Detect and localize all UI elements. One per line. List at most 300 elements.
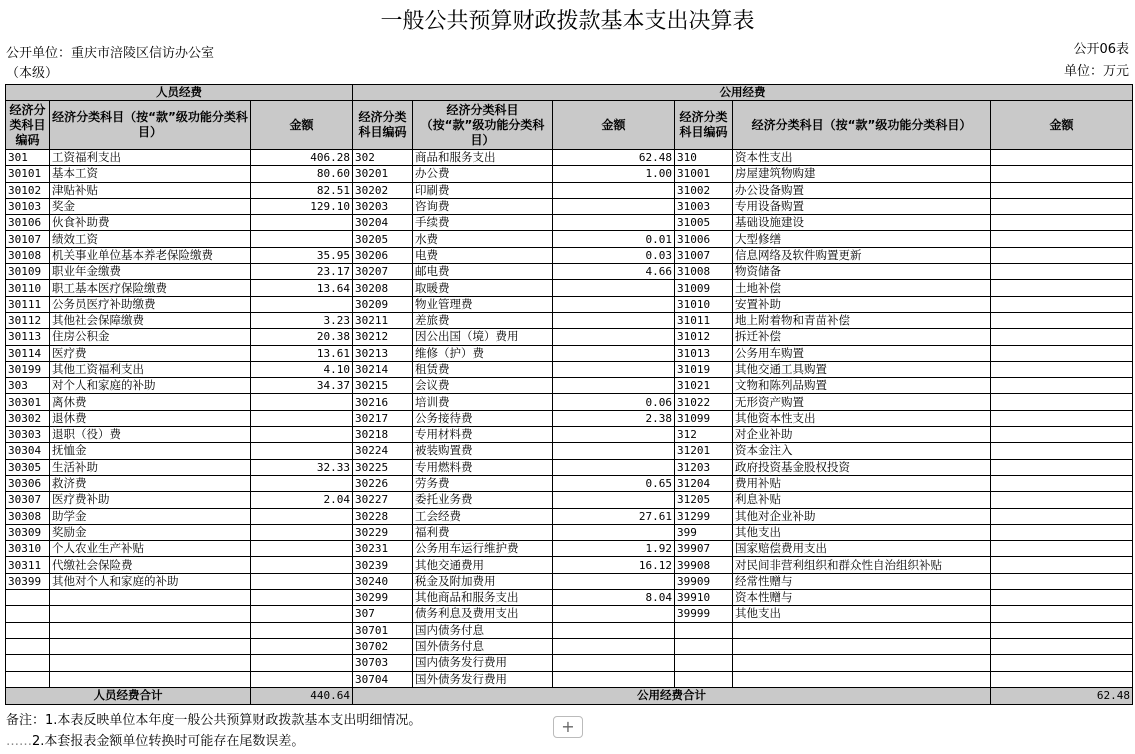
capital-code-cell: 39909 [675,573,733,589]
personnel-code-cell: 30302 [6,410,50,426]
public-code-cell: 30227 [353,492,413,508]
personnel-total-value: 440.64 [251,687,353,704]
public-code-cell: 30211 [353,312,413,328]
public-name-cell: 物业管理费 [413,296,553,312]
public-code-cell: 30239 [353,557,413,573]
personnel-amount-cell: 13.64 [251,280,353,296]
public-amount-cell [553,182,675,198]
public-code-cell: 30204 [353,215,413,231]
capital-code-cell: 39999 [675,606,733,622]
capital-amount-cell [991,638,1133,654]
public-name-cell: 国外债务发行费用 [413,671,553,687]
capital-code-cell: 399 [675,524,733,540]
personnel-code-cell: 30103 [6,198,50,214]
public-name-cell: 因公出国（境）费用 [413,329,553,345]
table-row [6,410,1133,426]
capital-amount-cell [991,264,1133,280]
public-code-cell: 30224 [353,443,413,459]
public-code-cell: 30216 [353,394,413,410]
capital-amount-cell [991,247,1133,263]
table-row [6,264,1133,280]
capital-amount-cell [991,182,1133,198]
public-code-cell: 307 [353,606,413,622]
public-code-cell: 30203 [353,198,413,214]
personnel-amount-cell [251,410,353,426]
public-amount-cell [553,296,675,312]
public-name-cell: 邮电费 [413,264,553,280]
public-name-cell: 会议费 [413,378,553,394]
personnel-code-cell: 30101 [6,166,50,182]
public-amount-cell [553,361,675,377]
table-row [6,231,1133,247]
personnel-amount-cell [251,622,353,638]
capital-name-cell [733,655,991,671]
capital-code-cell: 31022 [675,394,733,410]
table-row [6,671,1133,687]
public-code-cell: 30206 [353,247,413,263]
table-row [6,541,1133,557]
personnel-name-cell: 奖金 [50,198,251,214]
personnel-name-cell: 机关事业单位基本养老保险缴费 [50,247,251,263]
capital-amount-cell [991,655,1133,671]
table-row [6,182,1133,198]
capital-amount-cell [991,622,1133,638]
capital-name-cell: 资本性赠与 [733,590,991,606]
personnel-code-cell: 30308 [6,508,50,524]
capital-amount-cell [991,312,1133,328]
capital-name-cell: 物资储备 [733,264,991,280]
public-name-cell: 咨询费 [413,198,553,214]
public-name-cell: 债务利息及费用支出 [413,606,553,622]
public-amount-cell: 0.06 [553,394,675,410]
capital-code-cell: 31006 [675,231,733,247]
page-title: 一般公共预算财政拨款基本支出决算表 [380,9,755,34]
capital-amount-cell [991,280,1133,296]
personnel-name-cell [50,622,251,638]
public-name-cell: 水费 [413,231,553,247]
capital-code-cell [675,671,733,687]
personnel-code-cell [6,638,50,654]
public-name-cell: 取暖费 [413,280,553,296]
capital-amount-cell [991,329,1133,345]
public-amount-cell: 2.38 [553,410,675,426]
capital-amount-cell [991,443,1133,459]
table-row [6,427,1133,443]
capital-code-cell: 31009 [675,280,733,296]
personnel-name-cell: 津贴补贴 [50,182,251,198]
personnel-amount-cell: 20.38 [251,329,353,345]
personnel-code-cell: 30305 [6,459,50,475]
personnel-code-cell: 30102 [6,182,50,198]
personnel-code-cell [6,606,50,622]
personnel-code-cell: 30309 [6,524,50,540]
personnel-amount-cell: 80.60 [251,166,353,182]
personnel-amount-cell [251,557,353,573]
public-name-cell: 培训费 [413,394,553,410]
public-code-cell: 30702 [353,638,413,654]
public-amount-cell: 16.12 [553,557,675,573]
personnel-name-cell: 对个人和家庭的补助 [50,378,251,394]
public-amount-cell: 62.48 [553,150,675,166]
personnel-amount-cell [251,427,353,443]
capital-amount-cell [991,198,1133,214]
public-code-cell: 30215 [353,378,413,394]
personnel-amount-cell: 34.37 [251,378,353,394]
header-amount: 金额 [251,101,353,150]
public-code-cell: 30225 [353,459,413,475]
personnel-name-cell: 抚恤金 [50,443,251,459]
capital-amount-cell [991,345,1133,361]
capital-code-cell: 310 [675,150,733,166]
personnel-amount-cell [251,394,353,410]
capital-code-cell: 39907 [675,541,733,557]
capital-amount-cell [991,492,1133,508]
table-row [6,475,1133,491]
capital-amount-cell [991,394,1133,410]
table-row [6,329,1133,345]
public-amount-cell: 1.92 [553,541,675,557]
table-row [6,215,1133,231]
personnel-code-cell: 30306 [6,475,50,491]
personnel-name-cell: 离休费 [50,394,251,410]
public-amount-cell [553,345,675,361]
personnel-amount-cell [251,638,353,654]
public-amount-cell: 27.61 [553,508,675,524]
personnel-amount-cell [251,231,353,247]
capital-amount-cell [991,590,1133,606]
capital-name-cell: 利息补贴 [733,492,991,508]
public-code-cell: 30218 [353,427,413,443]
personnel-name-cell: 退职（役）费 [50,427,251,443]
public-code-cell: 30208 [353,280,413,296]
public-amount-cell [553,215,675,231]
personnel-code-cell: 30399 [6,573,50,589]
personnel-code-cell [6,655,50,671]
personnel-name-cell [50,638,251,654]
capital-amount-cell [991,361,1133,377]
capital-name-cell [733,638,991,654]
table-row [6,606,1133,622]
table-row [6,296,1133,312]
personnel-name-cell: 伙食补助费 [50,215,251,231]
public-name-cell: 国内债务发行费用 [413,655,553,671]
personnel-amount-cell: 129.10 [251,198,353,214]
capital-name-cell: 地上附着物和青苗补偿 [733,312,991,328]
public-name-cell: 公务用车运行维护费 [413,541,553,557]
capital-amount-cell [991,475,1133,491]
public-name-cell: 税金及附加费用 [413,573,553,589]
capital-code-cell: 31002 [675,182,733,198]
public-total-value: 62.48 [991,687,1133,704]
table-row [6,361,1133,377]
capital-amount-cell [991,215,1133,231]
table-row [6,345,1133,361]
table-row [6,573,1133,589]
personnel-amount-cell [251,475,353,491]
capital-amount-cell [991,573,1133,589]
personnel-amount-cell [251,296,353,312]
note-line-2: ……2.本套报表金额单位转换时可能存在尾数误差。 [6,734,305,749]
public-name-cell: 其他商品和服务支出 [413,590,553,606]
public-amount-cell [553,198,675,214]
capital-name-cell: 土地补偿 [733,280,991,296]
public-name-cell: 委托业务费 [413,492,553,508]
public-amount-cell: 1.00 [553,166,675,182]
personnel-code-cell: 30110 [6,280,50,296]
public-code-cell: 30703 [353,655,413,671]
capital-name-cell: 资本性支出 [733,150,991,166]
personnel-name-cell: 其他对个人和家庭的补助 [50,573,251,589]
personnel-amount-cell: 32.33 [251,459,353,475]
personnel-name-cell: 代缴社会保险费 [50,557,251,573]
personnel-amount-cell [251,590,353,606]
public-name-cell: 福利费 [413,524,553,540]
public-code-cell: 30228 [353,508,413,524]
personnel-name-cell: 公务员医疗补助缴费 [50,296,251,312]
table-row [6,394,1133,410]
capital-amount-cell [991,150,1133,166]
capital-name-cell: 其他交通工具购置 [733,361,991,377]
capital-code-cell: 31001 [675,166,733,182]
personnel-code-cell: 30111 [6,296,50,312]
form-number: 公开06表 [1073,42,1129,57]
capital-amount-cell [991,378,1133,394]
note-line-2-text: 2.本套报表金额单位转换时可能存在尾数误差。 [32,734,305,749]
personnel-name-cell: 医疗费 [50,345,251,361]
header-amount: 金额 [991,101,1133,150]
capital-amount-cell [991,410,1133,426]
capital-code-cell: 31021 [675,378,733,394]
personnel-name-cell: 奖励金 [50,524,251,540]
personnel-code-cell: 30199 [6,361,50,377]
capital-name-cell: 资本金注入 [733,443,991,459]
personnel-amount-cell: 82.51 [251,182,353,198]
capital-code-cell: 31011 [675,312,733,328]
capital-amount-cell [991,671,1133,687]
table-row [6,280,1133,296]
personnel-code-cell: 303 [6,378,50,394]
capital-code-cell: 31003 [675,198,733,214]
personnel-name-cell [50,590,251,606]
public-code-cell: 30201 [353,166,413,182]
capital-code-cell: 39910 [675,590,733,606]
public-name-cell: 维修（护）费 [413,345,553,361]
capital-code-cell: 31010 [675,296,733,312]
public-code-cell: 30229 [353,524,413,540]
personnel-code-cell: 301 [6,150,50,166]
capital-name-cell: 专用设备购置 [733,198,991,214]
public-code-cell: 302 [353,150,413,166]
public-total-label: 公用经费合计 [353,687,991,704]
capital-code-cell: 31013 [675,345,733,361]
public-code-cell: 30299 [353,590,413,606]
public-code-cell: 30704 [353,671,413,687]
public-name-cell: 办公费 [413,166,553,182]
public-name-cell: 专用燃料费 [413,459,553,475]
public-name-cell: 公务接待费 [413,410,553,426]
capital-code-cell: 31204 [675,475,733,491]
capital-code-cell: 31099 [675,410,733,426]
personnel-amount-cell [251,671,353,687]
public-name-cell: 商品和服务支出 [413,150,553,166]
capital-amount-cell [991,508,1133,524]
personnel-name-cell: 生活补助 [50,459,251,475]
public-code-cell: 30231 [353,541,413,557]
personnel-name-cell: 职业年金缴费 [50,264,251,280]
public-amount-cell [553,378,675,394]
header-name: 经济分类科目（按“款”级功能分类科目） [413,101,553,150]
public-code-cell: 30214 [353,361,413,377]
personnel-amount-cell: 3.23 [251,312,353,328]
public-amount-cell [553,606,675,622]
public-amount-cell [553,280,675,296]
capital-name-cell [733,622,991,638]
public-code-cell: 30213 [353,345,413,361]
personnel-amount-cell: 406.28 [251,150,353,166]
public-code-cell: 30202 [353,182,413,198]
capital-code-cell [675,622,733,638]
public-amount-cell [553,573,675,589]
personnel-code-cell: 30310 [6,541,50,557]
public-name-cell: 印刷费 [413,182,553,198]
capital-code-cell [675,655,733,671]
public-amount-cell: 0.65 [553,475,675,491]
personnel-code-cell [6,671,50,687]
public-amount-cell [553,638,675,654]
public-code-cell: 30207 [353,264,413,280]
public-name-cell: 劳务费 [413,475,553,491]
capital-amount-cell [991,557,1133,573]
personnel-name-cell: 基本工资 [50,166,251,182]
public-amount-cell [553,492,675,508]
capital-name-cell: 对企业补助 [733,427,991,443]
personnel-amount-cell [251,606,353,622]
capital-amount-cell [991,524,1133,540]
capital-code-cell: 31008 [675,264,733,280]
personnel-amount-cell [251,215,353,231]
personnel-name-cell [50,655,251,671]
personnel-code-cell: 30113 [6,329,50,345]
public-amount-cell [553,524,675,540]
public-code-cell: 30217 [353,410,413,426]
personnel-amount-cell: 35.95 [251,247,353,263]
public-amount-cell [553,671,675,687]
capital-name-cell: 经常性赠与 [733,573,991,589]
public-code-cell: 30226 [353,475,413,491]
capital-code-cell: 31019 [675,361,733,377]
personnel-code-cell: 30106 [6,215,50,231]
public-name-cell: 租赁费 [413,361,553,377]
personnel-name-cell: 职工基本医疗保险缴费 [50,280,251,296]
capital-name-cell: 公务用车购置 [733,345,991,361]
capital-name-cell: 对民间非营利组织和群众性自治组织补贴 [733,557,991,573]
capital-code-cell: 312 [675,427,733,443]
public-code-cell: 30209 [353,296,413,312]
capital-name-cell: 安置补助 [733,296,991,312]
personnel-name-cell: 救济费 [50,475,251,491]
capital-name-cell: 拆迁补偿 [733,329,991,345]
capital-amount-cell [991,459,1133,475]
personnel-amount-cell [251,508,353,524]
public-amount-cell [553,622,675,638]
table-row [6,622,1133,638]
table-row [6,492,1133,508]
public-name-cell: 手续费 [413,215,553,231]
personnel-total-label: 人员经费合计 [6,687,251,704]
capital-code-cell: 31201 [675,443,733,459]
capital-name-cell: 办公设备购置 [733,182,991,198]
header-code: 经济分类科目编码 [675,101,733,150]
capital-amount-cell [991,231,1133,247]
public-code-cell: 30701 [353,622,413,638]
capital-name-cell: 其他对企业补助 [733,508,991,524]
table-row [6,524,1133,540]
capital-name-cell: 其他支出 [733,524,991,540]
public-amount-cell: 0.01 [553,231,675,247]
public-amount-cell [553,443,675,459]
capital-name-cell: 信息网络及软件购置更新 [733,247,991,263]
header-name: 经济分类科目（按“款”级功能分类科目） [733,101,991,150]
public-name-cell: 专用材料费 [413,427,553,443]
public-amount-cell [553,312,675,328]
personnel-name-cell [50,606,251,622]
personnel-amount-cell [251,541,353,557]
note-line-1: 备注：1.本表反映单位本年度一般公共预算财政拨款基本支出明细情况。 [6,713,422,728]
public-name-cell: 差旅费 [413,312,553,328]
public-amount-cell: 0.03 [553,247,675,263]
table-row [6,655,1133,671]
public-name-cell: 工会经费 [413,508,553,524]
table-row [6,443,1133,459]
public-amount-cell [553,427,675,443]
capital-code-cell: 31203 [675,459,733,475]
personnel-amount-cell: 2.04 [251,492,353,508]
capital-name-cell: 房屋建筑物购建 [733,166,991,182]
personnel-name-cell: 工资福利支出 [50,150,251,166]
personnel-code-cell: 30114 [6,345,50,361]
personnel-amount-cell [251,573,353,589]
personnel-amount-cell [251,655,353,671]
capital-amount-cell [991,166,1133,182]
public-code-cell: 30205 [353,231,413,247]
capital-code-cell: 39908 [675,557,733,573]
table-row [6,459,1133,475]
add-sheet-button[interactable]: + [553,716,583,738]
capital-name-cell: 基础设施建设 [733,215,991,231]
header-personnel: 人员经费 [6,85,353,101]
personnel-amount-cell [251,443,353,459]
header-code: 经济分类科目编码 [6,101,50,150]
public-amount-cell [553,459,675,475]
personnel-code-cell: 30301 [6,394,50,410]
personnel-name-cell: 其他工资福利支出 [50,361,251,377]
personnel-code-cell: 30112 [6,312,50,328]
header-amount: 金额 [553,101,675,150]
table-row [6,247,1133,263]
personnel-amount-cell: 4.10 [251,361,353,377]
capital-code-cell: 31205 [675,492,733,508]
money-unit: 单位：万元 [1063,64,1129,79]
capital-name-cell: 其他支出 [733,606,991,622]
capital-name-cell: 无形资产购置 [733,394,991,410]
personnel-name-cell: 助学金 [50,508,251,524]
capital-name-cell: 其他资本性支出 [733,410,991,426]
public-amount-cell [553,655,675,671]
capital-name-cell: 费用补贴 [733,475,991,491]
public-code-cell: 30240 [353,573,413,589]
capital-amount-cell [991,606,1133,622]
personnel-name-cell: 其他社会保障缴费 [50,312,251,328]
